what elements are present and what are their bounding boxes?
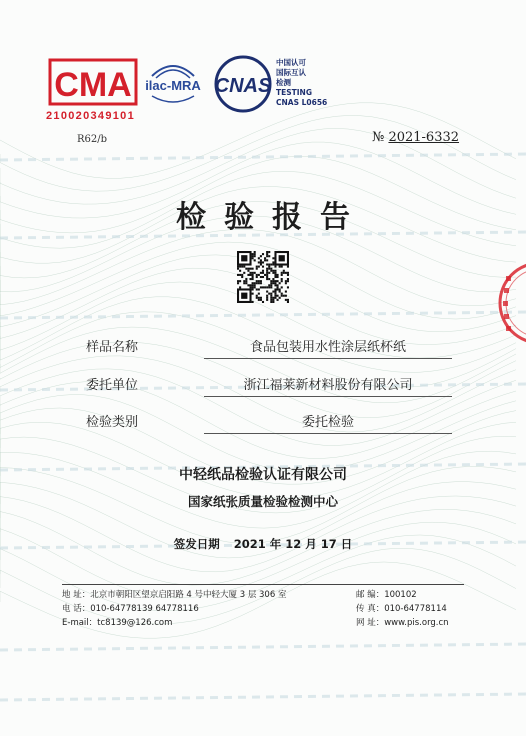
qr-module bbox=[281, 295, 283, 297]
qr-module bbox=[249, 272, 251, 274]
qr-module bbox=[249, 274, 251, 276]
guilloche-line bbox=[0, 451, 516, 528]
footer-postcode: 邮 编：100102 bbox=[356, 590, 417, 600]
qr-module bbox=[287, 272, 289, 274]
cnas-caption-line: 检测 bbox=[276, 78, 291, 87]
qr-module bbox=[247, 270, 249, 272]
qr-module bbox=[241, 274, 243, 276]
cnas-caption-line: TESTING bbox=[276, 88, 312, 97]
qr-module bbox=[239, 266, 241, 268]
qr-module bbox=[285, 272, 287, 274]
qr-module bbox=[237, 280, 239, 282]
qr-module bbox=[281, 272, 283, 274]
qr-module bbox=[287, 274, 289, 276]
qr-module bbox=[266, 299, 268, 301]
qr-module bbox=[256, 276, 258, 278]
qr-module bbox=[252, 286, 254, 288]
qr-module bbox=[249, 278, 251, 280]
qr-module bbox=[272, 301, 274, 303]
cnas-caption-line: 国际互认 bbox=[276, 68, 306, 77]
organization-name: 中轻纸品检验认证有限公司 bbox=[179, 467, 347, 483]
qr-module bbox=[277, 288, 279, 290]
qr-finder-pattern bbox=[241, 293, 247, 299]
qr-module bbox=[274, 274, 276, 276]
qr-module bbox=[252, 257, 254, 259]
qr-finder-pattern bbox=[279, 255, 285, 261]
qr-module bbox=[274, 276, 276, 278]
report-number-value: 2021-6332 bbox=[388, 130, 460, 145]
qr-module bbox=[256, 288, 258, 290]
qr-module bbox=[285, 291, 287, 293]
ilac-mra-logo bbox=[142, 54, 204, 110]
qr-module bbox=[237, 266, 239, 268]
footer-address: 地 址：北京市朝阳区望京启阳路 4 号中轻大厦 3 层 306 室 bbox=[62, 590, 287, 600]
issue-date bbox=[0, 536, 526, 552]
qr-module bbox=[268, 263, 270, 265]
field-underline bbox=[204, 433, 452, 434]
qr-module bbox=[245, 268, 247, 270]
qr-module bbox=[258, 293, 260, 295]
watermark-dash-row bbox=[0, 644, 526, 650]
qr-module bbox=[270, 280, 272, 282]
qr-module bbox=[249, 284, 251, 286]
organization-center: 国家纸张质量检验检测中心 bbox=[187, 494, 338, 509]
qr-module bbox=[274, 270, 276, 272]
qr-module bbox=[256, 268, 258, 270]
qr-module bbox=[270, 301, 272, 303]
qr-module bbox=[268, 255, 270, 257]
qr-module bbox=[287, 301, 289, 303]
qr-module bbox=[272, 280, 274, 282]
qr-module bbox=[268, 278, 270, 280]
qr-module bbox=[272, 270, 274, 272]
qr-module bbox=[239, 274, 241, 276]
qr-module bbox=[260, 261, 262, 263]
qr-module bbox=[258, 266, 260, 268]
qr-module bbox=[262, 266, 264, 268]
field-value: 委托检验 bbox=[301, 415, 354, 430]
form-code: R62/b bbox=[77, 134, 108, 145]
field-underline bbox=[204, 396, 452, 397]
qr-module bbox=[268, 293, 270, 295]
qr-module bbox=[279, 288, 281, 290]
qr-module bbox=[262, 261, 264, 263]
report-number bbox=[372, 130, 459, 145]
qr-module bbox=[270, 268, 272, 270]
qr-module bbox=[256, 282, 258, 284]
qr-module bbox=[256, 274, 258, 276]
qr-module bbox=[277, 284, 279, 286]
qr-module bbox=[274, 284, 276, 286]
qr-module bbox=[285, 282, 287, 284]
qr-module bbox=[258, 297, 260, 299]
watermark-dash-row bbox=[0, 154, 526, 160]
qr-module bbox=[274, 295, 276, 297]
qr-module bbox=[279, 266, 281, 268]
qr-module bbox=[285, 280, 287, 282]
qr-module bbox=[239, 280, 241, 282]
qr-module bbox=[239, 286, 241, 288]
qr-module bbox=[270, 286, 272, 288]
qr-module bbox=[281, 266, 283, 268]
footer-website: 网 址：www.pis.org.cn bbox=[356, 618, 449, 628]
qr-code[interactable] bbox=[237, 251, 289, 303]
qr-module bbox=[262, 276, 264, 278]
qr-module bbox=[266, 253, 268, 255]
qr-module bbox=[262, 301, 264, 303]
qr-module bbox=[252, 276, 254, 278]
qr-module bbox=[272, 261, 274, 263]
qr-module bbox=[237, 268, 239, 270]
qr-module bbox=[252, 293, 254, 295]
qr-module bbox=[266, 295, 268, 297]
qr-module bbox=[283, 270, 285, 272]
qr-module bbox=[258, 261, 260, 263]
qr-module bbox=[252, 253, 254, 255]
qr-module bbox=[262, 286, 264, 288]
qr-module bbox=[260, 299, 262, 301]
official-seal bbox=[496, 258, 526, 348]
qr-module bbox=[274, 288, 276, 290]
qr-module bbox=[245, 280, 247, 282]
qr-module bbox=[287, 299, 289, 301]
qr-module bbox=[260, 280, 262, 282]
qr-module bbox=[262, 272, 264, 274]
field-label: 样品名称 bbox=[86, 340, 139, 355]
qr-module bbox=[270, 263, 272, 265]
qr-finder-pattern bbox=[241, 255, 247, 261]
qr-module bbox=[266, 276, 268, 278]
qr-module bbox=[268, 251, 270, 253]
qr-module bbox=[272, 299, 274, 301]
report-title: 检验报告 bbox=[176, 200, 368, 235]
qr-module bbox=[260, 259, 262, 261]
qr-module bbox=[285, 299, 287, 301]
qr-module bbox=[272, 272, 274, 274]
qr-module bbox=[254, 272, 256, 274]
qr-module bbox=[270, 270, 272, 272]
qr-module bbox=[243, 266, 245, 268]
qr-module bbox=[260, 255, 262, 257]
qr-module bbox=[277, 280, 279, 282]
qr-module bbox=[241, 266, 243, 268]
issue-date-label: 签发日期 bbox=[173, 537, 220, 551]
qr-module bbox=[287, 286, 289, 288]
guilloche-line bbox=[0, 522, 516, 598]
qr-module bbox=[283, 295, 285, 297]
qr-module bbox=[264, 274, 266, 276]
qr-module bbox=[266, 274, 268, 276]
qr-module bbox=[256, 266, 258, 268]
field-sample-name bbox=[86, 336, 452, 362]
cnas-caption-line: 中国认可 bbox=[276, 58, 306, 67]
qr-module bbox=[266, 259, 268, 261]
qr-module bbox=[258, 257, 260, 259]
footer-email: E-mail：tc8139@126.com bbox=[62, 618, 173, 628]
qr-module bbox=[268, 266, 270, 268]
qr-module bbox=[266, 291, 268, 293]
qr-module bbox=[277, 274, 279, 276]
qr-module bbox=[270, 282, 272, 284]
qr-module bbox=[254, 251, 256, 253]
qr-module bbox=[268, 272, 270, 274]
qr-module bbox=[252, 301, 254, 303]
qr-module bbox=[287, 280, 289, 282]
qr-module bbox=[260, 263, 262, 265]
footer-phone: 电 话：010-64778139 64778116 bbox=[62, 604, 199, 614]
qr-module bbox=[274, 297, 276, 299]
qr-module bbox=[287, 278, 289, 280]
qr-module bbox=[272, 297, 274, 299]
qr-module bbox=[281, 278, 283, 280]
qr-module bbox=[258, 282, 260, 284]
qr-module bbox=[264, 286, 266, 288]
footer-divider bbox=[62, 584, 464, 585]
qr-module bbox=[245, 282, 247, 284]
cma-logo-text: CMA bbox=[54, 66, 132, 104]
field-label: 检验类别 bbox=[86, 415, 139, 430]
cnas-caption-line: CNAS L0656 bbox=[276, 98, 328, 107]
qr-module bbox=[237, 282, 239, 284]
qr-module bbox=[252, 288, 254, 290]
qr-module bbox=[281, 293, 283, 295]
qr-module bbox=[254, 253, 256, 255]
footer-fax: 传 真：010-64778114 bbox=[356, 604, 447, 614]
qr-module bbox=[247, 274, 249, 276]
qr-module bbox=[272, 278, 274, 280]
qr-module bbox=[245, 278, 247, 280]
qr-module bbox=[270, 293, 272, 295]
qr-module bbox=[270, 297, 272, 299]
qr-module bbox=[279, 282, 281, 284]
field-value: 浙江福莱新材料股份有限公司 bbox=[243, 378, 413, 393]
qr-module bbox=[264, 259, 266, 261]
qr-module bbox=[266, 270, 268, 272]
qr-module bbox=[277, 286, 279, 288]
qr-module bbox=[252, 274, 254, 276]
qr-module bbox=[281, 286, 283, 288]
qr-module bbox=[237, 274, 239, 276]
qr-module bbox=[243, 282, 245, 284]
qr-module bbox=[274, 282, 276, 284]
qr-module bbox=[249, 286, 251, 288]
qr-module bbox=[254, 282, 256, 284]
watermark-dash-row bbox=[0, 694, 526, 700]
qr-module bbox=[277, 295, 279, 297]
qr-module bbox=[252, 278, 254, 280]
qr-module bbox=[277, 276, 279, 278]
qr-module bbox=[254, 259, 256, 261]
qr-module bbox=[279, 291, 281, 293]
field-underline bbox=[204, 358, 452, 359]
qr-module bbox=[254, 286, 256, 288]
qr-module bbox=[279, 297, 281, 299]
qr-module bbox=[247, 284, 249, 286]
qr-module bbox=[268, 284, 270, 286]
qr-module bbox=[249, 268, 251, 270]
qr-module bbox=[272, 291, 274, 293]
qr-module bbox=[270, 295, 272, 297]
qr-module bbox=[262, 253, 264, 255]
field-inspection-type bbox=[86, 411, 452, 437]
qr-module bbox=[260, 276, 262, 278]
qr-module bbox=[252, 284, 254, 286]
qr-module bbox=[262, 270, 264, 272]
field-label: 委托单位 bbox=[86, 378, 139, 393]
qr-module bbox=[268, 268, 270, 270]
qr-module bbox=[243, 280, 245, 282]
cnas-logo-text: CNAS bbox=[214, 75, 272, 97]
qr-module bbox=[285, 295, 287, 297]
report-number-prefix: № bbox=[372, 130, 385, 145]
qr-module bbox=[252, 282, 254, 284]
qr-module bbox=[270, 284, 272, 286]
issue-date-value: 2021 年 12 月 17 日 bbox=[233, 537, 353, 551]
qr-module bbox=[277, 299, 279, 301]
qr-module bbox=[274, 266, 276, 268]
field-client bbox=[86, 374, 452, 400]
qr-module bbox=[243, 272, 245, 274]
qr-module bbox=[272, 263, 274, 265]
qr-module bbox=[256, 297, 258, 299]
qr-module bbox=[272, 257, 274, 259]
qr-module bbox=[256, 295, 258, 297]
qr-module bbox=[254, 255, 256, 257]
qr-module bbox=[274, 280, 276, 282]
qr-module bbox=[287, 266, 289, 268]
accreditation-logos bbox=[42, 48, 342, 128]
qr-module bbox=[254, 284, 256, 286]
qr-module bbox=[258, 274, 260, 276]
qr-module bbox=[252, 272, 254, 274]
qr-module bbox=[266, 255, 268, 257]
qr-module bbox=[274, 293, 276, 295]
field-value: 食品包装用水性涂层纸杯纸 bbox=[249, 340, 406, 355]
qr-module bbox=[258, 288, 260, 290]
qr-module bbox=[252, 268, 254, 270]
qr-module bbox=[264, 257, 266, 259]
cma-number: 210020349101 bbox=[46, 110, 136, 122]
qr-module bbox=[283, 272, 285, 274]
qr-module bbox=[241, 276, 243, 278]
cnas-logo bbox=[210, 54, 276, 114]
qr-module bbox=[268, 286, 270, 288]
qr-module bbox=[260, 286, 262, 288]
qr-module bbox=[270, 299, 272, 301]
qr-module bbox=[266, 251, 268, 253]
watermark-dash-row bbox=[0, 312, 526, 318]
qr-module bbox=[266, 268, 268, 270]
qr-module bbox=[256, 280, 258, 282]
qr-module bbox=[258, 299, 260, 301]
qr-module bbox=[274, 272, 276, 274]
qr-module bbox=[266, 263, 268, 265]
qr-module bbox=[281, 274, 283, 276]
qr-module bbox=[266, 286, 268, 288]
cnas-caption bbox=[276, 58, 327, 108]
qr-module bbox=[266, 272, 268, 274]
qr-module bbox=[266, 278, 268, 280]
ilac-logo-text: ilac-MRA bbox=[145, 78, 201, 93]
cma-logo bbox=[48, 58, 138, 106]
qr-module bbox=[281, 280, 283, 282]
qr-module bbox=[266, 297, 268, 299]
qr-module bbox=[252, 255, 254, 257]
qr-module bbox=[272, 282, 274, 284]
qr-module bbox=[260, 272, 262, 274]
qr-module bbox=[260, 297, 262, 299]
qr-module bbox=[239, 270, 241, 272]
qr-module bbox=[247, 268, 249, 270]
qr-module bbox=[258, 280, 260, 282]
qr-module bbox=[260, 282, 262, 284]
qr-module bbox=[274, 291, 276, 293]
